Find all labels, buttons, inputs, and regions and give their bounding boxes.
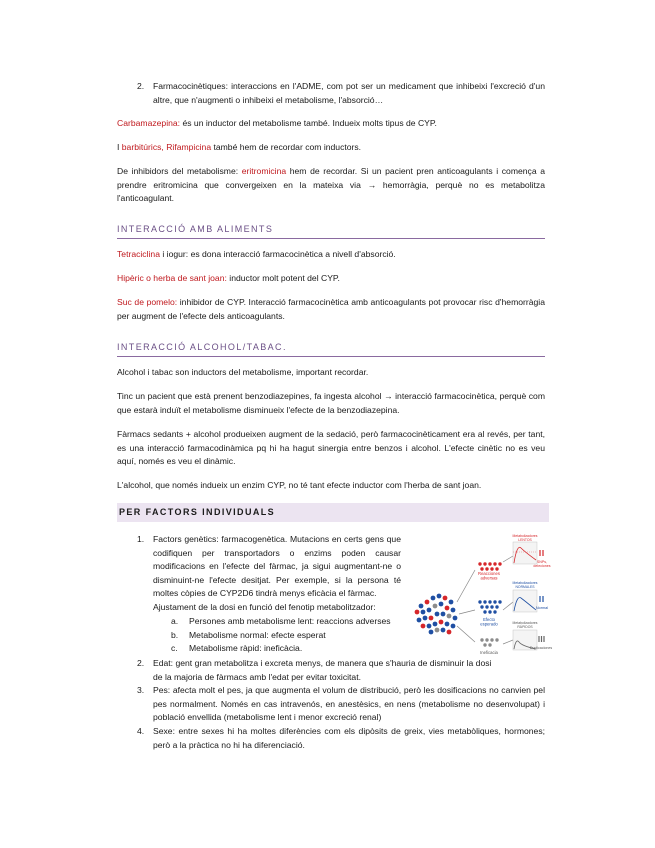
carbamazepina-paragraph: Carbamazepina: és un inductor del metabolisme també. Indueix molts tipus de CYP. bbox=[117, 118, 437, 128]
drug-name: Tetraciclina bbox=[117, 249, 160, 259]
pomelo-paragraph: Suc de pomelo: inhibidor de CYP. Interacció farmacocinètica amb anticoagulants pot provocar risc d'hemorràgia per augment de l'efecte dels anticoagulants. bbox=[117, 297, 545, 321]
expected-group bbox=[478, 600, 501, 626]
alcohol-paragraph-2: Tinc un pacient que està prenent benzodiazepines, fa ingesta alcohol → interacció farmacocinètica, perquè com que estarà induït el metabolisme disminueix l'efecte de la benzodiazepina. bbox=[117, 391, 545, 415]
section-heading-factors: PER FACTORS INDIVIDUALS bbox=[117, 503, 549, 522]
curve-panel-normal bbox=[513, 581, 538, 612]
population-cluster bbox=[415, 594, 458, 635]
list-item-genetics bbox=[137, 533, 401, 614]
item-text: gent gran metabolitza i excreta menys, de manera que s'hauria de disminuir la dosi de la majoria de fàrmacs amb l'edat per evitar toxicitat. bbox=[153, 658, 492, 682]
normal-metabolizer-label: Metabolizadores NORMALES bbox=[512, 581, 538, 589]
item-text: interaccions en l'ADME, com pot ser un medicament que inhibeixi l'excreció d'un altre, que n'augmenti o inhibeixi el metabolisme, l'absorció… bbox=[153, 81, 545, 105]
item-tail: Ajustament de la dosi en funció del fenotip metabolitzador: bbox=[153, 601, 376, 612]
item-lead: Pes: bbox=[153, 685, 171, 695]
drug-name: Hipèric o herba de sant joan: bbox=[117, 273, 227, 283]
drug-name: Carbamazepina: bbox=[117, 118, 181, 128]
inefficacy-group bbox=[480, 638, 499, 655]
alcohol-paragraph-1: Alcohol i tabac son inductors del metabolisme, important recordar. bbox=[117, 367, 369, 377]
section-heading-alcohol: INTERACCIÓ ALCOHOL/TABAC. bbox=[117, 339, 545, 357]
pharmacogenetics-figure bbox=[403, 532, 553, 660]
item-text: afecta molt el pes, ja que augmenta el volum de distribució, però les dosificacions no canvien pel pes normalment. Només en cas intravenós, en anestèsics, en nens (metabolisme no desenvolupat) i població envellida (metabolisme lent i menor excreció renal) bbox=[153, 685, 545, 722]
item-lead: Farmacocinètiques: bbox=[153, 81, 228, 91]
drug-name: Suc de pomelo: bbox=[117, 297, 178, 307]
list-item-sexe bbox=[137, 725, 545, 752]
item-lead: Factors genètics: bbox=[153, 534, 219, 544]
item-lead: Edat: bbox=[153, 658, 174, 668]
list-item-farmacocinetiques bbox=[137, 80, 545, 107]
list-number: 2. bbox=[137, 658, 145, 668]
reactions-group bbox=[478, 562, 502, 580]
alcohol-paragraph-3: Fàrmacs sedants + alcohol produeixen augment de la sedació, però farmacocinèticament era al revés, per tant, es una interacció farmacodinàmica pq hi ha hagut sinergia entre benzos i alcohol. L'efecte cinètic no es veu aquí, només es veu el dinàmic. bbox=[117, 429, 545, 466]
item-lead: Sexe: bbox=[153, 726, 175, 736]
list-number: 2. bbox=[137, 81, 145, 91]
tetraciclina-paragraph: Tetraciclina i iogur: es dona interacció farmacocinètica a nivell d'absorció. bbox=[117, 249, 396, 259]
snps-label: SNPs, deleciones bbox=[533, 560, 551, 568]
curve-panel-slow bbox=[513, 534, 538, 564]
item-text: entre sexes hi ha moltes diferències com els dipòsits de greix, vies metabòliques, hormones; però a la pràctica no hi ha diferenciació. bbox=[153, 726, 545, 750]
drug-name: eritromicina bbox=[241, 166, 287, 176]
slow-label: Metabolizadores LENTOS bbox=[512, 534, 538, 542]
expected-label: Efecto esperado bbox=[480, 617, 498, 627]
list-item-pes bbox=[137, 684, 545, 725]
section-heading-aliments: INTERACCIÓ AMB ALIMENTS bbox=[117, 221, 545, 239]
normal-label: Normal bbox=[535, 606, 549, 610]
list-number: 4. bbox=[137, 726, 145, 736]
inefficacy-label: Ineficacia bbox=[480, 650, 498, 655]
sub-item: a. Persones amb metabolisme lent: reaccions adverses bbox=[171, 616, 391, 626]
inhibidors-paragraph: De inhibidors del metabolisme: eritromicina hem de recordar. Si un pacient pren anticoagulants i comença a prendre eritromicina que convergeixen en la mateixa via → hemorràgia, perquè no es metabolitza l'anticoagulant. bbox=[117, 166, 545, 203]
fast-label: Metabolizadores RÁPIDOS bbox=[512, 621, 538, 629]
list-number: 3. bbox=[137, 685, 145, 695]
duplications-label: Duplicaciones bbox=[529, 646, 553, 650]
drug-name: barbitúrics, Rifampicina bbox=[121, 142, 212, 152]
sub-item: b. Metabolisme normal: efecte esperat bbox=[171, 629, 326, 640]
list-number: 1. bbox=[137, 534, 145, 544]
barbiturics-paragraph: I barbitúrics, Rifampicina també hem de recordar com inductors. bbox=[117, 142, 362, 152]
item-text: farmacogenètica. Mutacions en certs gens que codifiquen per transportadors o enzims poden causar modificacions en l'efecte del fàrmac, ja sigui augmentant-ne o disminuint-ne l'efecte desitjat. Per exemple, si la persona té moltes còpies de CYP2D6 tindrà menys eficàcia el fàrmac. bbox=[153, 534, 401, 598]
reactions-label: Reacciones adversas bbox=[478, 571, 500, 581]
sub-list bbox=[171, 615, 411, 656]
arrows bbox=[457, 556, 513, 644]
alcohol-paragraph-4: L'alcohol, que només indueix un enzim CYP, no té tant efecte inductor com l'herba de sant joan. bbox=[117, 480, 482, 490]
hiperic-paragraph: Hipèric o herba de sant joan: inductor molt potent del CYP. bbox=[117, 273, 340, 283]
list-item-edat bbox=[137, 657, 492, 684]
sub-item: c. Metabolisme ràpid: ineficàcia. bbox=[171, 643, 303, 653]
